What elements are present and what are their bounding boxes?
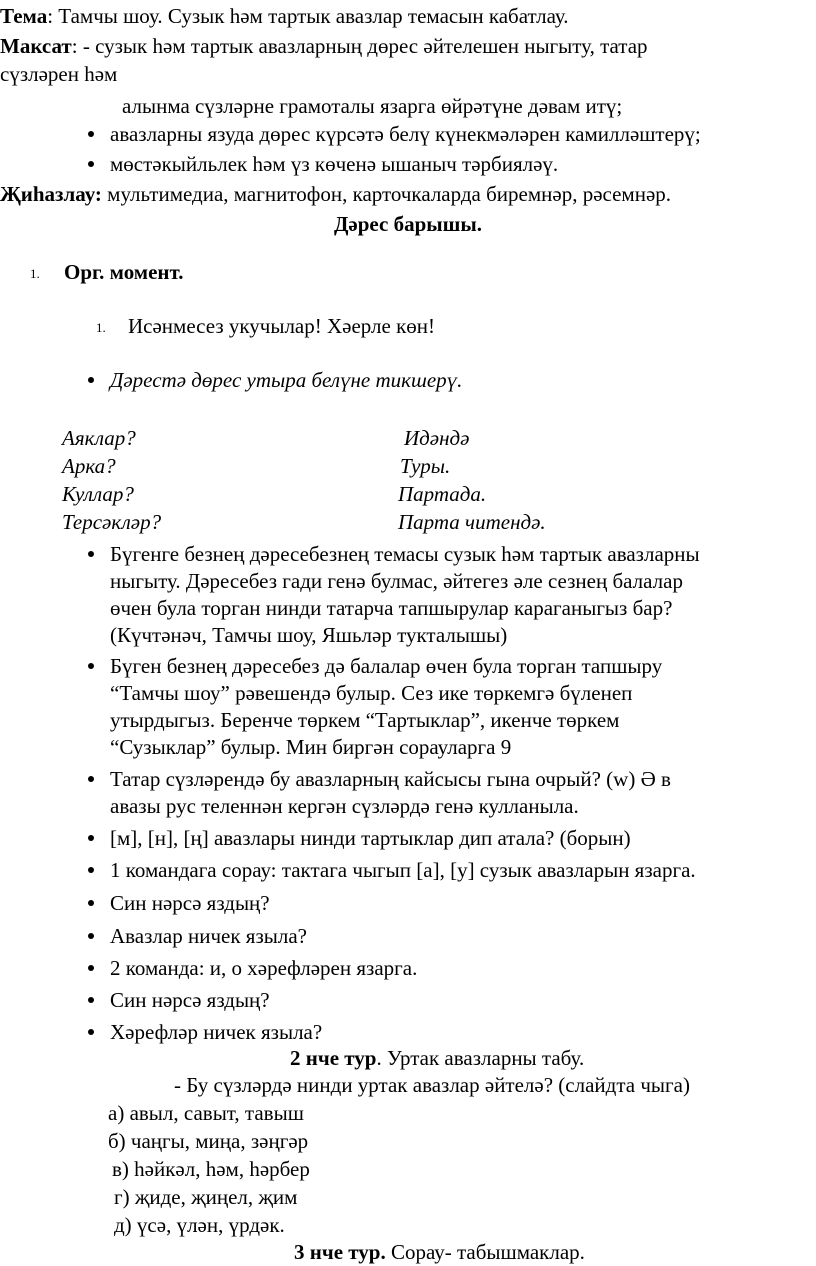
goal-line	[0, 32, 648, 60]
greeting: Исәнмесез укучылар! Хәерле көн!	[128, 314, 436, 338]
goal-text: : - сузык һәм тартык авазларның дөрес әйтелешен ныгыту, татар	[71, 34, 648, 58]
tour2-label: 2 нче тур	[290, 1046, 377, 1070]
list-item: Син нәрсә яздың?	[110, 891, 270, 915]
lesson-title: Дәрес барышы.	[333, 212, 483, 236]
qa-answer: Партада.	[398, 482, 487, 506]
paragraph-line: ныгыту. Дәресебез гади генә булмас, әйтегез әле сезнең балалар	[110, 569, 683, 593]
bullet-icon	[88, 1029, 94, 1035]
posture-check: Дәрестә дөрес утыра белүне тикшерү.	[110, 368, 463, 392]
tour2-option: а) авыл, савыт, тавыш	[108, 1101, 304, 1125]
qa-question: Аяклар?	[62, 426, 136, 450]
tour2-option: г) җиде, җиңел, җим	[114, 1185, 298, 1209]
list-item: Хәрефләр ничек языла?	[110, 1020, 323, 1044]
list-number: 1.	[96, 320, 106, 335]
tour2-option: б) чаңгы, миңа, зәңгәр	[108, 1129, 309, 1153]
topic-line	[0, 2, 569, 30]
paragraph-line: “Тамчы шоу” рәвешендә булыр. Сез ике төркемгә бүленеп	[110, 681, 633, 705]
list-item: Авазлар ничек языла?	[110, 924, 307, 948]
tour2-heading	[290, 1044, 584, 1072]
paragraph-line: Бүген безнең дәресебез дә балалар өчен була торган тапшыру	[110, 654, 663, 678]
goal-item: мөстәкыйльлек һәм үз көченә ышаныч тәрбияләү.	[110, 152, 559, 176]
qa-question: Арка?	[62, 454, 116, 478]
list-item: Син нәрсә яздың?	[110, 988, 270, 1012]
list-item: 2 команда: и, о хәрефләрен язарга.	[110, 956, 418, 980]
paragraph-line: утырдыгыз. Беренче төркем “Тартыклар”, икенче төркем	[110, 708, 620, 732]
tour2-question: - Бу сүзләрдә нинди уртак авазлар әйтелә? (слайдта чыга)	[174, 1073, 690, 1097]
bullet-icon	[88, 776, 94, 782]
bullet-icon	[88, 997, 94, 1003]
equipment-line	[0, 180, 671, 208]
paragraph-line: авазы рус теленнән кергән сүзләрдә генә кулланыла.	[110, 794, 579, 818]
goal-text-cont: сүзләрен һәм	[0, 62, 118, 86]
bullet-icon	[88, 900, 94, 906]
qa-answer: Парта читендә.	[398, 510, 546, 534]
qa-answer: Туры.	[400, 454, 451, 478]
bullet-icon	[88, 131, 94, 137]
bullet-icon	[88, 551, 94, 557]
equipment-text: мультимедиа, магнитофон, карточкаларда биремнәр, рәсемнәр.	[101, 182, 672, 206]
tour2-option: д) үсә, үлән, үрдәк.	[114, 1213, 285, 1237]
tour3-label: 3 нче тур.	[294, 1240, 386, 1264]
bullet-icon	[88, 377, 94, 383]
topic-label: Тема	[0, 4, 48, 28]
list-number: 1.	[30, 266, 40, 281]
bullet-icon	[88, 663, 94, 669]
list-item: [м], [н], [ң] авазлары нинди тартыклар дип атала? (борын)	[110, 826, 631, 850]
equipment-label: Җиһазлау:	[0, 182, 102, 206]
paragraph-line: “Сузыклар” булыр. Мин биргән сорауларга 9	[110, 735, 512, 759]
tour2-text: . Уртак авазларны табу.	[376, 1046, 585, 1070]
bullet-icon	[88, 161, 94, 167]
bullet-icon	[88, 835, 94, 841]
org-title: Орг. момент.	[64, 260, 184, 284]
qa-question: Куллар?	[62, 482, 134, 506]
paragraph-line: өчен була торган нинди татарча тапшырулар караганыгыз бар?	[110, 596, 673, 620]
paragraph-line: (Күчтәнәч, Тамчы шоу, Яшьләр тукталышы)	[110, 623, 508, 647]
bullet-icon	[88, 965, 94, 971]
qa-question: Терсәкләр?	[62, 510, 162, 534]
qa-answer: Идәндә	[404, 426, 470, 450]
list-item: 1 командага сорау: тактага чыгып [а], [у] сузык авазларын язарга.	[110, 858, 696, 882]
paragraph-line: Татар сүзләрендә бу авазларның кайсысы гына очрый? (w) Ә в	[110, 767, 671, 791]
tour2-option: в) һәйкәл, һәм, һәрбер	[112, 1157, 310, 1181]
tour3-heading	[294, 1238, 585, 1266]
bullet-icon	[88, 867, 94, 873]
tour3-text: Сорау- табышмаклар.	[385, 1240, 585, 1264]
topic-text: : Тамчы шоу. Сузык һәм тартык авазлар темасын кабатлау.	[47, 4, 569, 28]
bullet-icon	[88, 933, 94, 939]
goal-label: Максат	[0, 34, 72, 58]
goal-item: авазларны язуда дөрес күрсәтә белү күнекмәләрен камилләштерү;	[110, 122, 701, 146]
paragraph-line: Бүгенге безнең дәресебезнең темасы сузык һәм тартык авазларны	[110, 542, 700, 566]
goal-text-cont2: алынма сүзләрне грамоталы язарга өйрәтүне дәвам итү;	[122, 94, 623, 118]
